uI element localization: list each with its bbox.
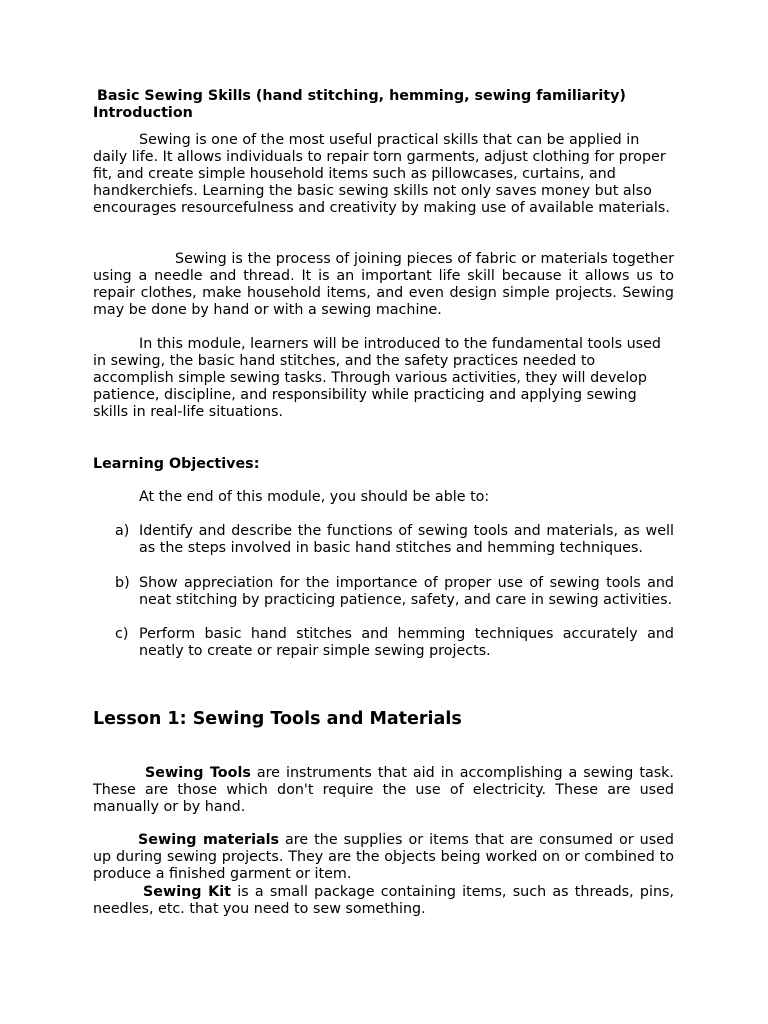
lesson-heading: Lesson 1: Sewing Tools and Materials bbox=[93, 709, 462, 729]
definition-term: Sewing Kit bbox=[143, 884, 231, 900]
objective-item bbox=[93, 626, 674, 660]
document-title: Basic Sewing Skills (hand stitching, hemming, sewing familiarity) bbox=[97, 88, 626, 104]
definition-term: Sewing Tools bbox=[145, 765, 251, 781]
objectives-intro: At the end of this module, you should be able to: bbox=[139, 489, 490, 505]
definition-sewing-materials bbox=[93, 832, 674, 883]
objective-item bbox=[93, 523, 674, 557]
objective-text: Identify and describe the functions of sewing tools and materials, as well as the steps involved in basic hand stitches and hemming techniques. bbox=[139, 523, 674, 556]
definition-term: Sewing materials bbox=[138, 832, 280, 848]
definition-sewing-kit bbox=[93, 884, 674, 918]
definition-sewing-tools bbox=[93, 765, 674, 816]
intro-paragraph-3: In this module, learners will be introduced to the fundamental tools used in sewing, the basic hand stitches, and the safety practices needed to accomplish simple sewing tasks. Through various activities, they will develop patience, discipline, and responsibility while practicing and applying sewing skills in real-life situations. bbox=[93, 336, 661, 420]
definition-text: is a small package containing items, such as threads, pins, needles, etc. that you need to sew something. bbox=[93, 884, 674, 917]
objective-text: Show appreciation for the importance of proper use of sewing tools and neat stitching by practicing patience, safety, and care in sewing activities. bbox=[139, 575, 674, 608]
definition-text: are the supplies or items that are consumed or used up during sewing projects. They are the objects being worked on or combined to produce a finished garment or item. bbox=[93, 832, 675, 882]
objective-item bbox=[93, 575, 674, 609]
intro-paragraph-1: Sewing is one of the most useful practical skills that can be applied in daily life. It allows individuals to repair torn garments, adjust clothing for proper fit, and create simple household items such as pillowcases, curtains, and handkerchiefs. Learning the basic sewing skills not only saves money but also encourages resourcefulness and creativity by making use of available materials. bbox=[93, 132, 670, 216]
objective-marker: c) bbox=[115, 626, 129, 642]
intro-heading: Introduction bbox=[93, 105, 193, 121]
intro-paragraph-2: Sewing is the process of joining pieces of fabric or materials together using a needle and thread. It is an important life skill because it allows us to repair clothes, make household items, and even design simple projects. Sewing may be done by hand or with a sewing machine. bbox=[93, 251, 674, 318]
objectives-heading: Learning Objectives: bbox=[93, 456, 260, 472]
definition-text: are instruments that aid in accomplishing a sewing task. These are those which don't require the use of electricity. These are used manually or by hand. bbox=[93, 765, 674, 815]
objective-text: Perform basic hand stitches and hemming techniques accurately and neatly to create or repair simple sewing projects. bbox=[139, 626, 674, 659]
objective-marker: b) bbox=[115, 575, 130, 591]
objective-marker: a) bbox=[115, 523, 130, 539]
